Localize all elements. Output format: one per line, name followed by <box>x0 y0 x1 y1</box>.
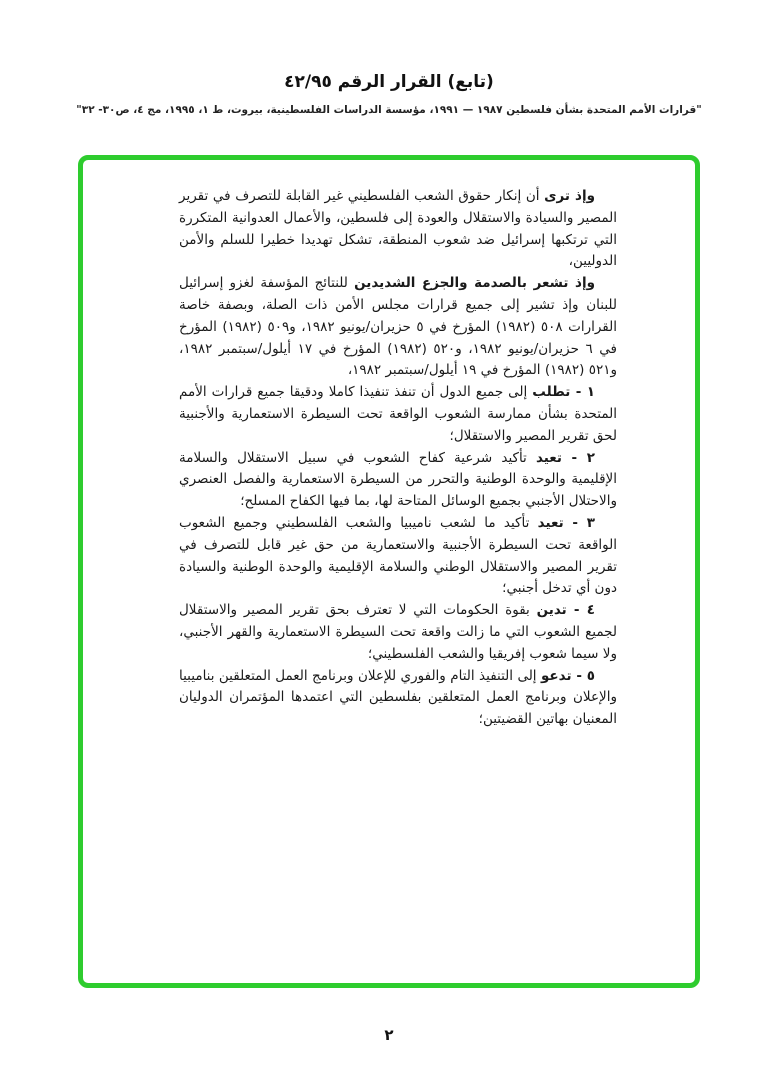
paragraph-lead: ٤ - تدين <box>536 602 595 619</box>
preamble-paragraph <box>179 186 617 273</box>
page-number: ٢ <box>384 1026 394 1044</box>
source-citation: "قرارات الأمم المتحدة بشأن فلسطين ١٩٨٧ — ١٩٩١، مؤسسة الدراسات الفلسطينية، بيروت، ط ١، ١٩٩٥، مج ٤، ص٣٠- ٣٢" <box>76 104 702 116</box>
paragraph-text: إلى التنفيذ التام والفوري للإعلان وبرنامج العمل المتعلقين بناميبيا والإعلان وبرنامج العمل المتعلقين بفلسطين التي اعتمدها المؤتمران الدوليان المعنيان بهاتين القضيتين؛ <box>179 667 617 728</box>
paragraph-text: تأكيد شرعية كفاح الشعوب في سبيل الاستقلال والسلامة الإقليمية والوحدة الوطنية والتحرر من السيطرة الاستعمارية والفصل العنصري والاحتلال الأجنبي بجميع الوسائل المتاحة لها، بما فيها الكفاح المسلح؛ <box>179 449 617 510</box>
operative-paragraph-2 <box>179 448 617 513</box>
paragraph-text: بقوة الحكومات التي لا تعترف بحق تقرير المصير والاستقلال لجميع الشعوب التي ما زالت واقعة تحت السيطرة الاستعمارية والقهر الأجنبي، ولا سيما شعوب إفريقيا والشعب الفلسطيني؛ <box>179 602 617 662</box>
operative-paragraph-3 <box>179 513 617 600</box>
resolution-text-column <box>179 186 617 731</box>
operative-paragraph-4 <box>179 600 617 665</box>
preamble-paragraph <box>179 273 617 382</box>
paragraph-text: أن إنكار حقوق الشعب الفلسطيني غير القابلة للتصرف في تقرير المصير والسيادة والاستقلال والعودة إلى فلسطين، والأعمال العدوانية المتكررة التي ترتكبها إسرائيل ضد شعوب المنطقة، تشكل تهديدا خطيرا للسلم والأمن الدوليين، <box>179 188 617 270</box>
operative-paragraph-5 <box>179 666 617 731</box>
paragraph-lead: ٥ - تدعو <box>540 667 595 684</box>
resolution-title: (تابع) القرار الرقم ٤٢/٩٥ <box>284 72 494 92</box>
paragraph-text: للنتائج المؤسفة لغزو إسرائيل للبنان وإذ تشير إلى جميع قرارات مجلس الأمن ذات الصلة، وبصفة خاصة القرارات ٥٠٨ (١٩٨٢) المؤرخ في ٥ حزيران/يونيو ١٩٨٢، و٥٠٩ (١٩٨٢) المؤرخ في ٦ حزيران/يونيو ١٩٨٢، و٥٢٠ (١٩٨٢) المؤرخ في ١٧ أيلول/سبتمبر ١٩٨٢، و٥٢١ (١٩٨٢) المؤرخ في ١٩ أيلول/سبتمبر ١٩٨٢، <box>179 275 618 379</box>
paragraph-lead: وإذ تشعر بالصدمة والجزع الشديدين <box>354 275 595 292</box>
paragraph-text: تأكيد ما لشعب ناميبيا والشعب الفلسطيني وجميع الشعوب الواقعة تحت السيطرة الأجنبية والاستعمارية من حق غير قابل للتصرف في تقرير المصير والاستقلال الوطني والسلامة الإقليمية والوحدة الوطنية والسيادة دون أي تدخل أجنبي؛ <box>179 514 617 597</box>
operative-paragraph-1 <box>179 382 617 447</box>
paragraph-lead: ١ - تطلب <box>532 384 595 401</box>
paragraph-text: إلى جميع الدول أن تنفذ تنفيذا كاملا ودقيقا جميع قرارات الأمم المتحدة بشأن ممارسة الشعوب الواقعة تحت السيطرة الاستعمارية والأجنبية لحق تقرير المصير والاستقلال؛ <box>179 384 617 444</box>
paragraph-lead: ٣ - تعيد <box>537 514 595 531</box>
document-border-frame <box>78 155 700 988</box>
page-header <box>0 72 778 116</box>
paragraph-lead: وإذ ترى <box>544 188 595 204</box>
paragraph-lead: ٢ - تعيد <box>535 449 595 466</box>
